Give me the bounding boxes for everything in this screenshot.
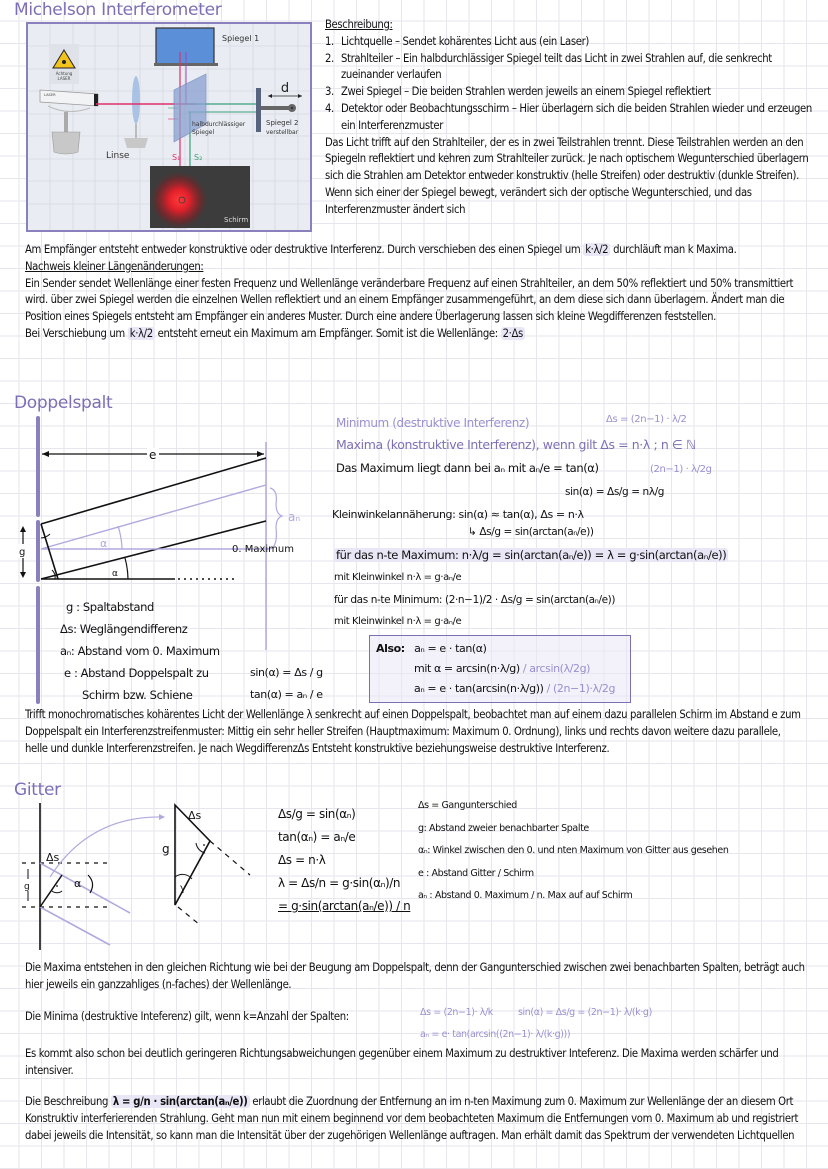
gitter-diagram <box>0 795 260 950</box>
formula-wellenlaenge: 2·Δs <box>502 326 523 340</box>
gitter-beschreibung: Die Beschreibung λ = g/n · sin(arctan(aₙ/e)) erlaubt die Zuordnung der Entfernung an im n-ten Maximung zum 0. Maximum zur Wellenlänge der an diesem Ort Konstruktiv interferierenden Strahlung. Geht man nun mit einem beginnend vor dem beobachteten Maximum die Entfernungen vom 0. Maximum ab und registriert dabei jeweils die Intensität, so kann man die Intensität über der zugehörigen Wellenlänge auftragen. Man erhält damit das Spektrum der verwendeten Lichtquellen <box>25 1095 799 1142</box>
steps-list <box>325 34 825 135</box>
note-sin-eq: sin(α) = Δs/g = nλ/g <box>565 486 665 498</box>
gitter-formula: tan(αₙ) = aₙ/e <box>278 830 356 844</box>
formula-sin-alpha: sin(α) = Δs / g <box>250 666 323 679</box>
svg-text:g: g <box>19 547 26 558</box>
also-box <box>369 635 631 703</box>
step-item: 3. Zwei Spiegel – Die beiden Strahlen werden jeweils an einem Spiegel reflektiert <box>325 85 711 99</box>
michelson-diagram <box>28 24 310 230</box>
legend-item: g : Spaltabstand <box>66 600 154 614</box>
michelson-paragraph: Das Licht trifft auf den Strahlteiler, der es in zwei Teilstrahlen trennt. Diese Teilstrahlen werden an den Spiegeln reflektiert und kehren zum Strahlteiler zurück. Je nach optischem Wegunterschied überlagern sich die Strahlen am Detektor entweder konstruktiv (helle Streifen) oder destruktiv (dunkle Streifen). Wenn sich einer der Spiegel bewegt, verändert sich der optische Wegunterschied, und das Interferenzmuster ändert sich <box>325 135 809 216</box>
svg-text:S₁: S₁ <box>172 153 181 162</box>
beschreibung-heading: Beschreibung: <box>325 18 393 31</box>
note-nte-max: für das n-te Maximum: n·λ/g = sin(arctan(aₙ/e)) = λ = g·sin(arctan(aₙ/e)) <box>336 548 727 562</box>
gitter-formula: Δs/g = sin(αₙ) <box>278 807 356 821</box>
legend-item: e : Abstand Doppelspalt zu <box>64 666 209 680</box>
gitter-figure <box>0 795 260 950</box>
michelson-title: Michelson Interferometer <box>14 0 222 20</box>
svg-text:0. Maximum: 0. Maximum <box>232 544 294 555</box>
michelson-lower-text <box>25 242 805 343</box>
gitter-formula: Δs = n·λ <box>278 853 326 867</box>
note-kleinwinkel2: ↳ Δs/g = sin(arctan(aₙ/e)) <box>468 526 594 538</box>
doppelspalt-paragraph: Trifft monochromatisches kohärentes Licht der Wellenlänge λ senkrecht auf einen Doppelspalt, beobachtet man auf einem dazu parallelen Schirm im Abstand e zum Doppelspalt ein Interferenzstreifenmuster: Mittig ein sehr heller Streifen (Hauptmaximum: Maximum 0. Ordnung), links und rechts davon weitere dazu parallele, helle und dunkle Interferenzstreifen. Je nach WegdifferenzΔs Entsteht konstruktive beziehungsweise destruktive Interferenz. <box>25 708 801 755</box>
svg-text:Linse: Linse <box>106 151 130 161</box>
svg-text:LASER: LASER <box>44 93 56 97</box>
gitter-minima-f3: aₙ = e· tan(arcsin((2n−1)· λ/(k·g))) <box>420 1029 571 1040</box>
also-line1: Also: aₙ = e · tan(α) <box>376 642 487 655</box>
gitter-legend <box>418 795 728 908</box>
gitter-schaerfer-text: Es kommt also schon bei deutlich geringeren Richtungsabweichungen gegenüber einem Maximum zu destruktiver Inteferenz. Die Maxima werden schärfer und intensiver. <box>25 1047 779 1077</box>
also-line2: mit α = arcsin(n·λ/g) / arcsin(λ/2g) <box>414 662 591 675</box>
gitter-legend-item: e : Abstand Gitter / Schirm <box>418 867 534 879</box>
svg-text:e: e <box>149 448 157 462</box>
note-minimum-formula: Δs = (2n−1) · λ/2 <box>606 414 687 425</box>
gitter-minima-f1: Δs = (2n−1)· λ/k <box>420 1007 493 1018</box>
gitter-legend-item: g: Abstand zweier benachbarter Spalte <box>418 822 589 834</box>
svg-text:Achtung: Achtung <box>55 71 73 76</box>
step-item: 4. Detektor oder Beobachtungsschirm – Hier überlagern sich die beiden Strahlen wieder und erzeugen ein Interferenzmuster <box>325 101 812 132</box>
gitter-legend-item: Δs = Gangunterschied <box>418 800 517 811</box>
note-klein-max: mit Kleinwinkel n·λ = g·aₙ/e <box>334 572 462 583</box>
verschiebung-text: Bei Verschiebung um k·λ/2 entsteht erneut ein Maximum am Empfänger. Somit ist die Wellenlänge: 2·Δs <box>25 326 523 340</box>
michelson-figure <box>26 22 312 232</box>
gitter-title: Gitter <box>14 780 61 800</box>
step-item: 1. Lichtquelle – Sendet kohärentes Licht aus (ein Laser) <box>325 34 589 48</box>
svg-text:α: α <box>74 877 82 890</box>
formula-lambda-beschreibung: λ = g/n · sin(arctan(aₙ/e)) <box>112 1095 248 1108</box>
svg-text:Δs: Δs <box>188 809 202 822</box>
step-item: 2. Strahlteiler – Ein halbdurchlässiger Spiegel teilt das Licht in zwei Strahlen auf, die senkrecht zueinander verlaufen <box>325 51 772 82</box>
empfaenger-text: Am Empfänger entsteht entweder konstruktive oder destruktive Interferenz. Durch verschieben des einen Spiegel um k·λ/2 durchläuft man k Maxima. <box>25 243 737 256</box>
note-maximum-liegt: Das Maximum liegt dann bei aₙ mit aₙ/e = tan(α) <box>336 461 599 475</box>
gitter-formula: λ = Δs/n = g·sin(αₙ)/n <box>278 876 401 890</box>
svg-text:LASER: LASER <box>57 76 71 81</box>
svg-text:Spiegel 1: Spiegel 1 <box>222 34 260 43</box>
formula-k-lambda-half: k·λ/2 <box>585 243 609 256</box>
formula-tan-alpha: tan(α) = aₙ / e <box>250 688 323 701</box>
legend-item: Δs: Weglängendifferenz <box>60 622 188 636</box>
note-maxima: Maxima (konstruktive Interferenz), wenn gilt Δs = n·λ ; n ∈ ℕ <box>336 437 696 452</box>
gitter-legend-item: aₙ : Abstand 0. Maximum / n. Max auf auf Schirm <box>418 890 633 901</box>
gitter-minima-f2: sin(α) = Δs/g = (2n−1)· λ/(k·g) <box>518 1007 652 1018</box>
svg-text:d: d <box>280 81 290 96</box>
svg-text:aₙ: aₙ <box>288 510 301 524</box>
svg-text:S₂: S₂ <box>194 153 203 162</box>
nachweis-heading: Nachweis kleiner Längenänderungen: <box>25 259 204 273</box>
beschreibung-block <box>325 17 825 219</box>
svg-text:g: g <box>24 882 30 892</box>
doppelspalt-title: Doppelspalt <box>14 393 113 413</box>
svg-text:Spiegel 2: Spiegel 2 <box>266 119 299 127</box>
note-kleinwinkel: Kleinwinkelannäherung: sin(α) ≈ tan(α), Δs = n·λ <box>332 508 584 521</box>
note-maximum-side: (2n−1) · λ/2g <box>650 464 712 475</box>
svg-text:verstellbar: verstellbar <box>266 129 299 136</box>
note-minimum: Minimum (destruktive Interferenz) <box>336 416 530 430</box>
svg-text:α: α <box>100 537 108 550</box>
svg-text:g: g <box>162 842 170 856</box>
svg-text:γ: γ <box>180 883 186 894</box>
gitter-formula: = g·sin(arctan(aₙ/e)) / n <box>278 899 411 913</box>
gitter-legend-item: αₙ: Winkel zwischen den 0. und nten Maximum von Gitter aus gesehen <box>418 845 729 856</box>
legend-item: Schirm bzw. Schiene <box>82 688 193 702</box>
svg-text:Δs: Δs <box>46 851 60 864</box>
legend-item: aₙ: Abstand vom 0. Maximum <box>60 644 220 658</box>
doppelspalt-side-formulas <box>250 662 323 706</box>
gitter-minima-text: Die Minima (destruktive Inteferenz) gilt, wenn k=Anzahl der Spalten: <box>25 1010 349 1023</box>
svg-text:Schirm: Schirm <box>224 216 249 224</box>
note-klein-min: mit Kleinwinkel n·λ = g·aₙ/e <box>334 616 462 627</box>
svg-text:α: α <box>112 569 118 579</box>
formula-k-lambda-half-2: k·λ/2 <box>129 326 153 340</box>
svg-text:halbdurchlässiger: halbdurchlässiger <box>192 121 246 128</box>
svg-text:Spiegel: Spiegel <box>192 129 215 136</box>
gitter-maxima-text: Die Maxima entstehen in den gleichen Richtung wie bei der Beugung am Doppelspalt, denn der Gangunterschied zwischen zwei benachbarten Spalten, beträgt auch hier jeweils ein ganzzahliges (n-faches) der Wellenlänge. <box>25 961 805 991</box>
gitter-formulas <box>278 803 410 918</box>
nachweis-text: Ein Sender sendet Wellenlänge einer festen Frequenz und Wellenlänge veränderbare Frequenz auf einen Strahlteiler, an dem 50% reflektiert und 50% transmittiert wird. über zwei Spiegel werden die einzelnen Wellen reflektiert und an einem Empfänger zusammengeführt, an dem diese sich dann überlagern. Ändert man die Position eines Spiegels entsteht am Empfänger ein anderes Muster. Durch eine andere Überlagerung lassen sich kleine Wegdifferenzen feststellen. <box>25 276 794 324</box>
note-nte-min: für das n-te Minimum: (2·n−1)/2 · Δs/g = sin(arctan(aₙ/e)) <box>334 594 616 606</box>
also-line3: aₙ = e · tan(arcsin(n·λ/g)) / (2n−1)·λ/2g <box>414 682 616 695</box>
